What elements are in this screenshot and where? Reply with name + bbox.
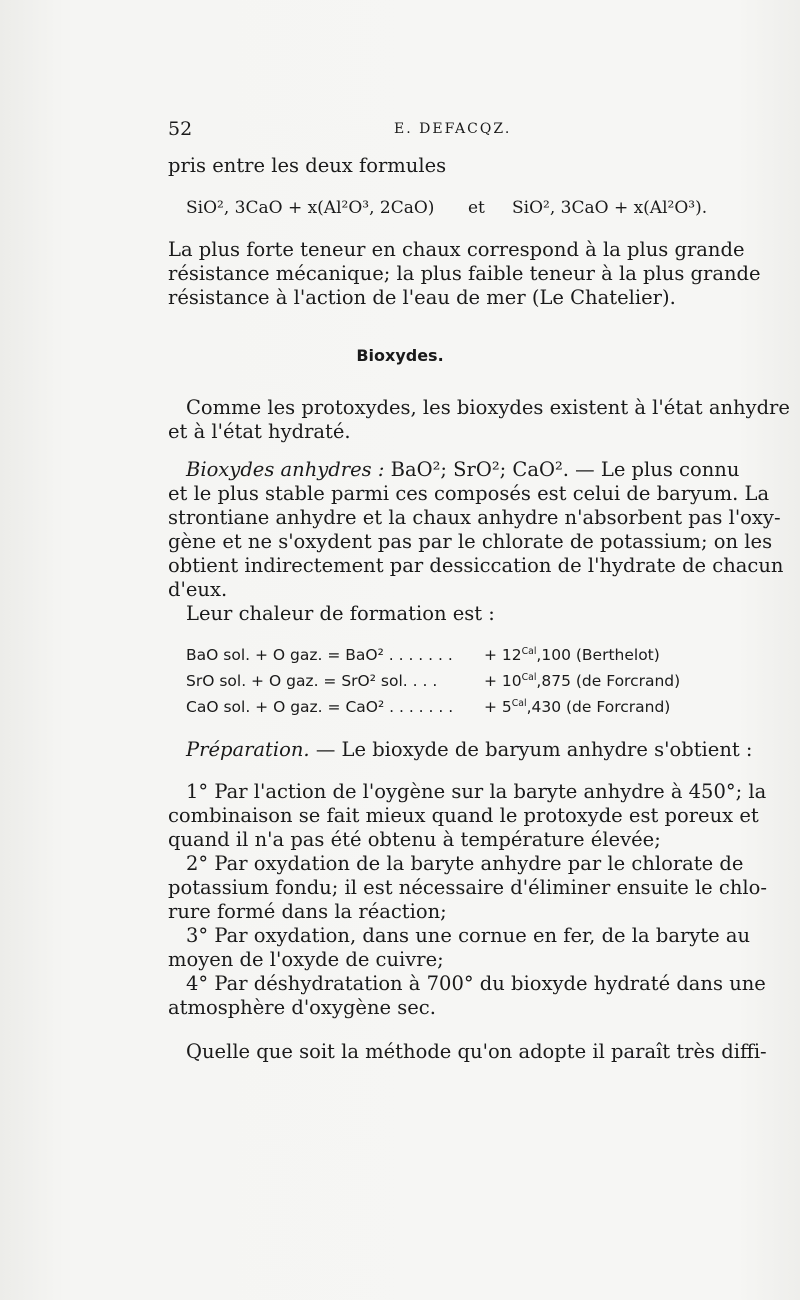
method-line: Quelle que soit la méthode qu'on adopte il paraît très diffi- (186, 1040, 767, 1063)
method-line: 2° Par oxydation de la baryte anhydre par le chlorate de (186, 852, 744, 875)
paragraph-line: résistance à l'action de l'eau de mer (Le Chatelier). (168, 286, 676, 309)
paragraph-line: résistance mécanique; la plus faible teneur à la plus grande (168, 262, 761, 285)
equation-reaction: BaO sol. + O gaz. = BaO² . . . . . . . (186, 646, 453, 664)
paragraph-line: pris entre les deux formules (168, 154, 447, 177)
paragraph-line: La plus forte teneur en chaux correspond à la plus grande (168, 238, 745, 261)
page-header (168, 118, 728, 148)
equation-reaction: SrO sol. + O gaz. = SrO² sol. . . . (186, 672, 438, 690)
paragraph-text: — Le bioxyde de baryum anhydre s'obtient : (315, 738, 753, 761)
method-line: atmosphère d'oxygène sec. (168, 996, 436, 1019)
italic-lead: Bioxydes anhydres : (186, 458, 385, 481)
page-number: 52 (168, 118, 193, 140)
method-line: moyen de l'oxyde de cuivre; (168, 948, 444, 971)
equation-value (484, 698, 670, 716)
paragraph-line: strontiane anhydre et la chaux anhydre n'absorbent pas l'oxy- (168, 506, 781, 529)
paragraph-line: d'eux. (168, 578, 228, 601)
equation-number-rest: ,100 (Berthelot) (536, 646, 660, 665)
paragraph-line: obtient indirectement par dessiccation de l'hydrate de chacun (168, 554, 784, 577)
paragraph-line: gène et ne s'oxydent pas par le chlorate de potassium; on les (168, 530, 773, 553)
equation-number-rest: ,430 (de Forcrand) (526, 698, 671, 717)
method-line: 4° Par déshydratation à 700° du bioxyde hydraté dans une (186, 972, 766, 995)
italic-lead: Préparation. (186, 738, 310, 761)
equation-unit: Cal (521, 672, 537, 683)
running-head: E. DEFACQZ. (394, 121, 512, 137)
equation-value (484, 672, 680, 690)
paragraph-text: BaO²; SrO²; CaO². — Le plus connu (390, 458, 740, 481)
formula-left: SiO², 3CaO + x(Al²O³, 2CaO) (186, 198, 435, 218)
equation-number-rest: ,875 (de Forcrand) (536, 672, 681, 691)
method-line: 3° Par oxydation, dans une cornue en fer, de la baryte au (186, 924, 751, 947)
paragraph-line (186, 458, 739, 482)
equation-number: + 10 (484, 672, 522, 691)
method-line: potassium fondu; il est nécessaire d'éliminer ensuite le chlo- (168, 876, 767, 899)
paragraph-line: Leur chaleur de formation est : (186, 602, 495, 625)
equation-unit: Cal (511, 698, 527, 709)
paragraph-line: Comme les protoxydes, les bioxydes existent à l'état anhydre (186, 396, 790, 419)
paragraph-line: et à l'état hydraté. (168, 420, 351, 443)
formula-connector: et (468, 198, 485, 218)
equation-number: + 12 (484, 646, 522, 665)
equation-value (484, 646, 660, 664)
method-line: rure formé dans la réaction; (168, 900, 447, 923)
method-line: combinaison se fait mieux quand le protoxyde est poreux et (168, 804, 759, 827)
equation-reaction: CaO sol. + O gaz. = CaO² . . . . . . . (186, 698, 454, 716)
method-line: quand il n'a pas été obtenu à température élevée; (168, 828, 661, 851)
section-title: Bioxydes. (356, 346, 444, 365)
method-line: 1° Par l'action de l'oygène sur la baryte anhydre à 450°; la (186, 780, 767, 803)
equation-number: + 5 (484, 698, 512, 717)
equation-unit: Cal (521, 646, 537, 657)
formula-right: SiO², 3CaO + x(Al²O³). (512, 198, 708, 218)
paragraph-line: et le plus stable parmi ces composés est celui de baryum. La (168, 482, 770, 505)
paragraph-line (186, 738, 752, 762)
